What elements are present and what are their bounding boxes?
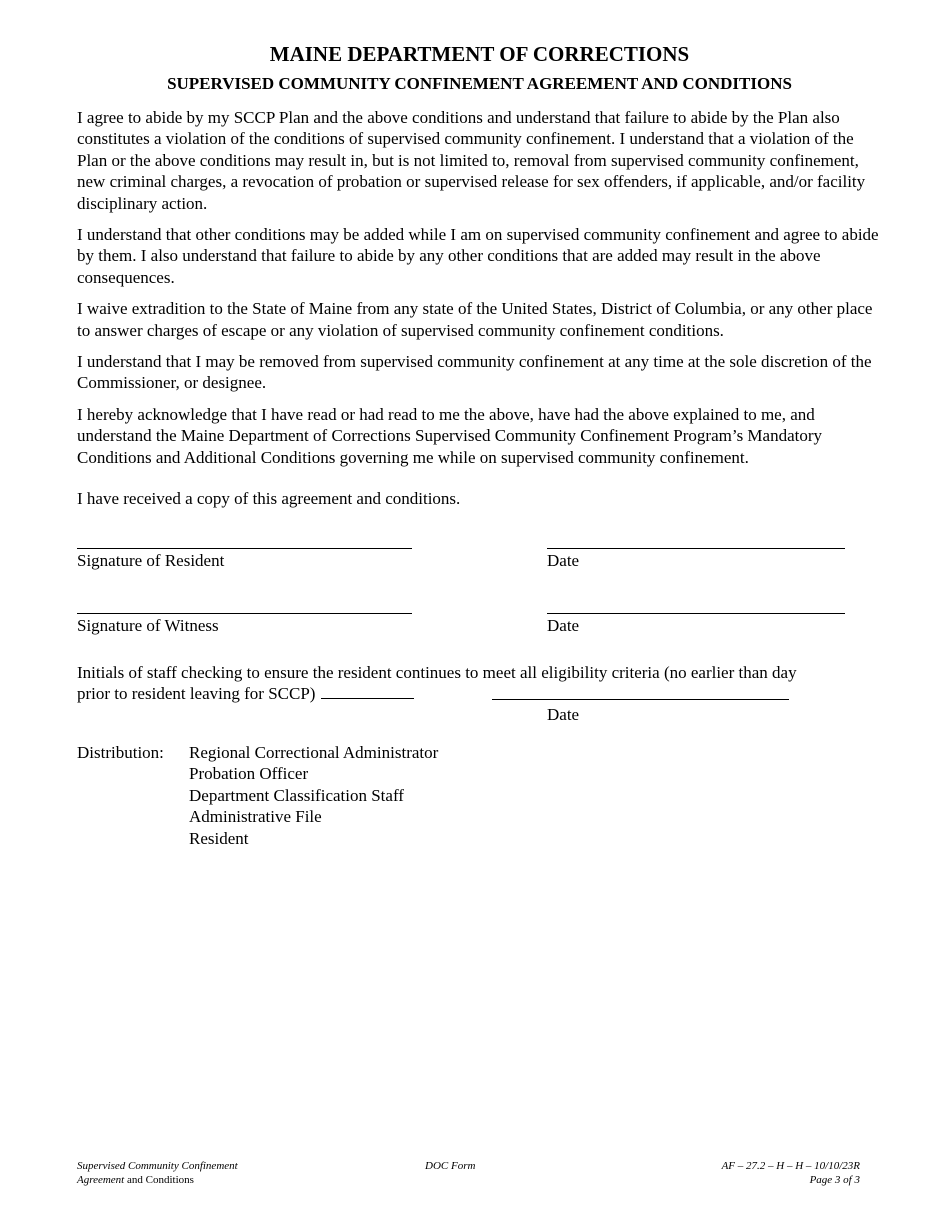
witness-signature-row xyxy=(77,598,882,640)
form-subtitle: SUPERVISED COMMUNITY CONFINEMENT AGREEMENT AND CONDITIONS xyxy=(167,74,792,93)
paragraph-received-copy: I have received a copy of this agreement and conditions. xyxy=(77,489,461,509)
distribution-item: Administrative File xyxy=(189,807,322,827)
footer-doc-form: DOC Form xyxy=(425,1160,476,1172)
paragraph-other-conditions: I understand that other conditions may be added while I am on supervised community confinement and agree to abide by them. I also understand that failure to abide by any other conditions that are added may result in the above consequences. xyxy=(77,225,879,287)
distribution-item: Resident xyxy=(189,828,249,848)
initials-date-label: Date xyxy=(547,704,580,724)
witness-signature-label: Signature of Witness xyxy=(77,615,219,635)
resident-signature-row xyxy=(77,533,882,575)
resident-date-label: Date xyxy=(547,550,580,570)
resident-signature-label: Signature of Resident xyxy=(77,550,225,570)
resident-date-line[interactable] xyxy=(547,533,845,549)
page-title: MAINE DEPARTMENT OF CORRECTIONS xyxy=(269,42,690,66)
footer-form-name: Supervised Community Confinement Agreement and Conditions xyxy=(77,1160,238,1186)
footer-form-number: AF – 27.2 – H – H – 10/10/23R Page 3 of 3 xyxy=(721,1160,860,1186)
initials-instruction-line1: Initials of staff checking to ensure the resident continues to meet all eligibility criteria (no earlier than day xyxy=(77,662,797,682)
paragraph-agreement: I agree to abide by my SCCP Plan and the above conditions and understand that failure to abide by the Plan also constitutes a violation of the conditions of supervised community confinement. I understand that a violation of the Plan or the above conditions may result in, but is not limited to, removal from supervised community confinement, new criminal charges, a revocation of probation or supervised release for sex offenders, if applicable, and/or facility disciplinary action. xyxy=(77,108,866,213)
resident-signature-line[interactable] xyxy=(77,533,412,549)
witness-date-line[interactable] xyxy=(547,598,845,614)
paragraph-extradition: I waive extradition to the State of Maine from any state of the United States, District of Columbia, or any other place to answer charges of escape or any violation of supervised community confinement conditions. xyxy=(77,299,873,340)
initials-instruction-line2: prior to resident leaving for SCCP) xyxy=(77,683,316,703)
distribution-item: Probation Officer xyxy=(189,764,309,784)
distribution-label: Distribution: xyxy=(77,742,164,762)
page-number: Page 3 of 3 xyxy=(809,1174,860,1186)
staff-initials-section xyxy=(77,662,882,725)
witness-date-label: Date xyxy=(547,615,580,635)
witness-signature-line[interactable] xyxy=(77,598,412,614)
distribution-list xyxy=(77,742,882,849)
initials-date-line[interactable] xyxy=(492,683,789,700)
paragraph-removal: I understand that I may be removed from supervised community confinement at any time at the sole discretion of the Commissioner, or designee. xyxy=(77,352,872,393)
staff-initials-field[interactable] xyxy=(321,683,414,699)
distribution-item: Regional Correctional Administrator xyxy=(189,742,439,762)
paragraph-acknowledgement: I hereby acknowledge that I have read or had read to me the above, have had the above explained to me, and understand the Maine Department of Corrections Supervised Community Confinement Program’s Mandatory Conditions and Additional Conditions governing me while on supervised community confinement. xyxy=(77,404,823,467)
distribution-item: Department Classification Staff xyxy=(189,785,404,805)
document-page xyxy=(77,40,882,866)
